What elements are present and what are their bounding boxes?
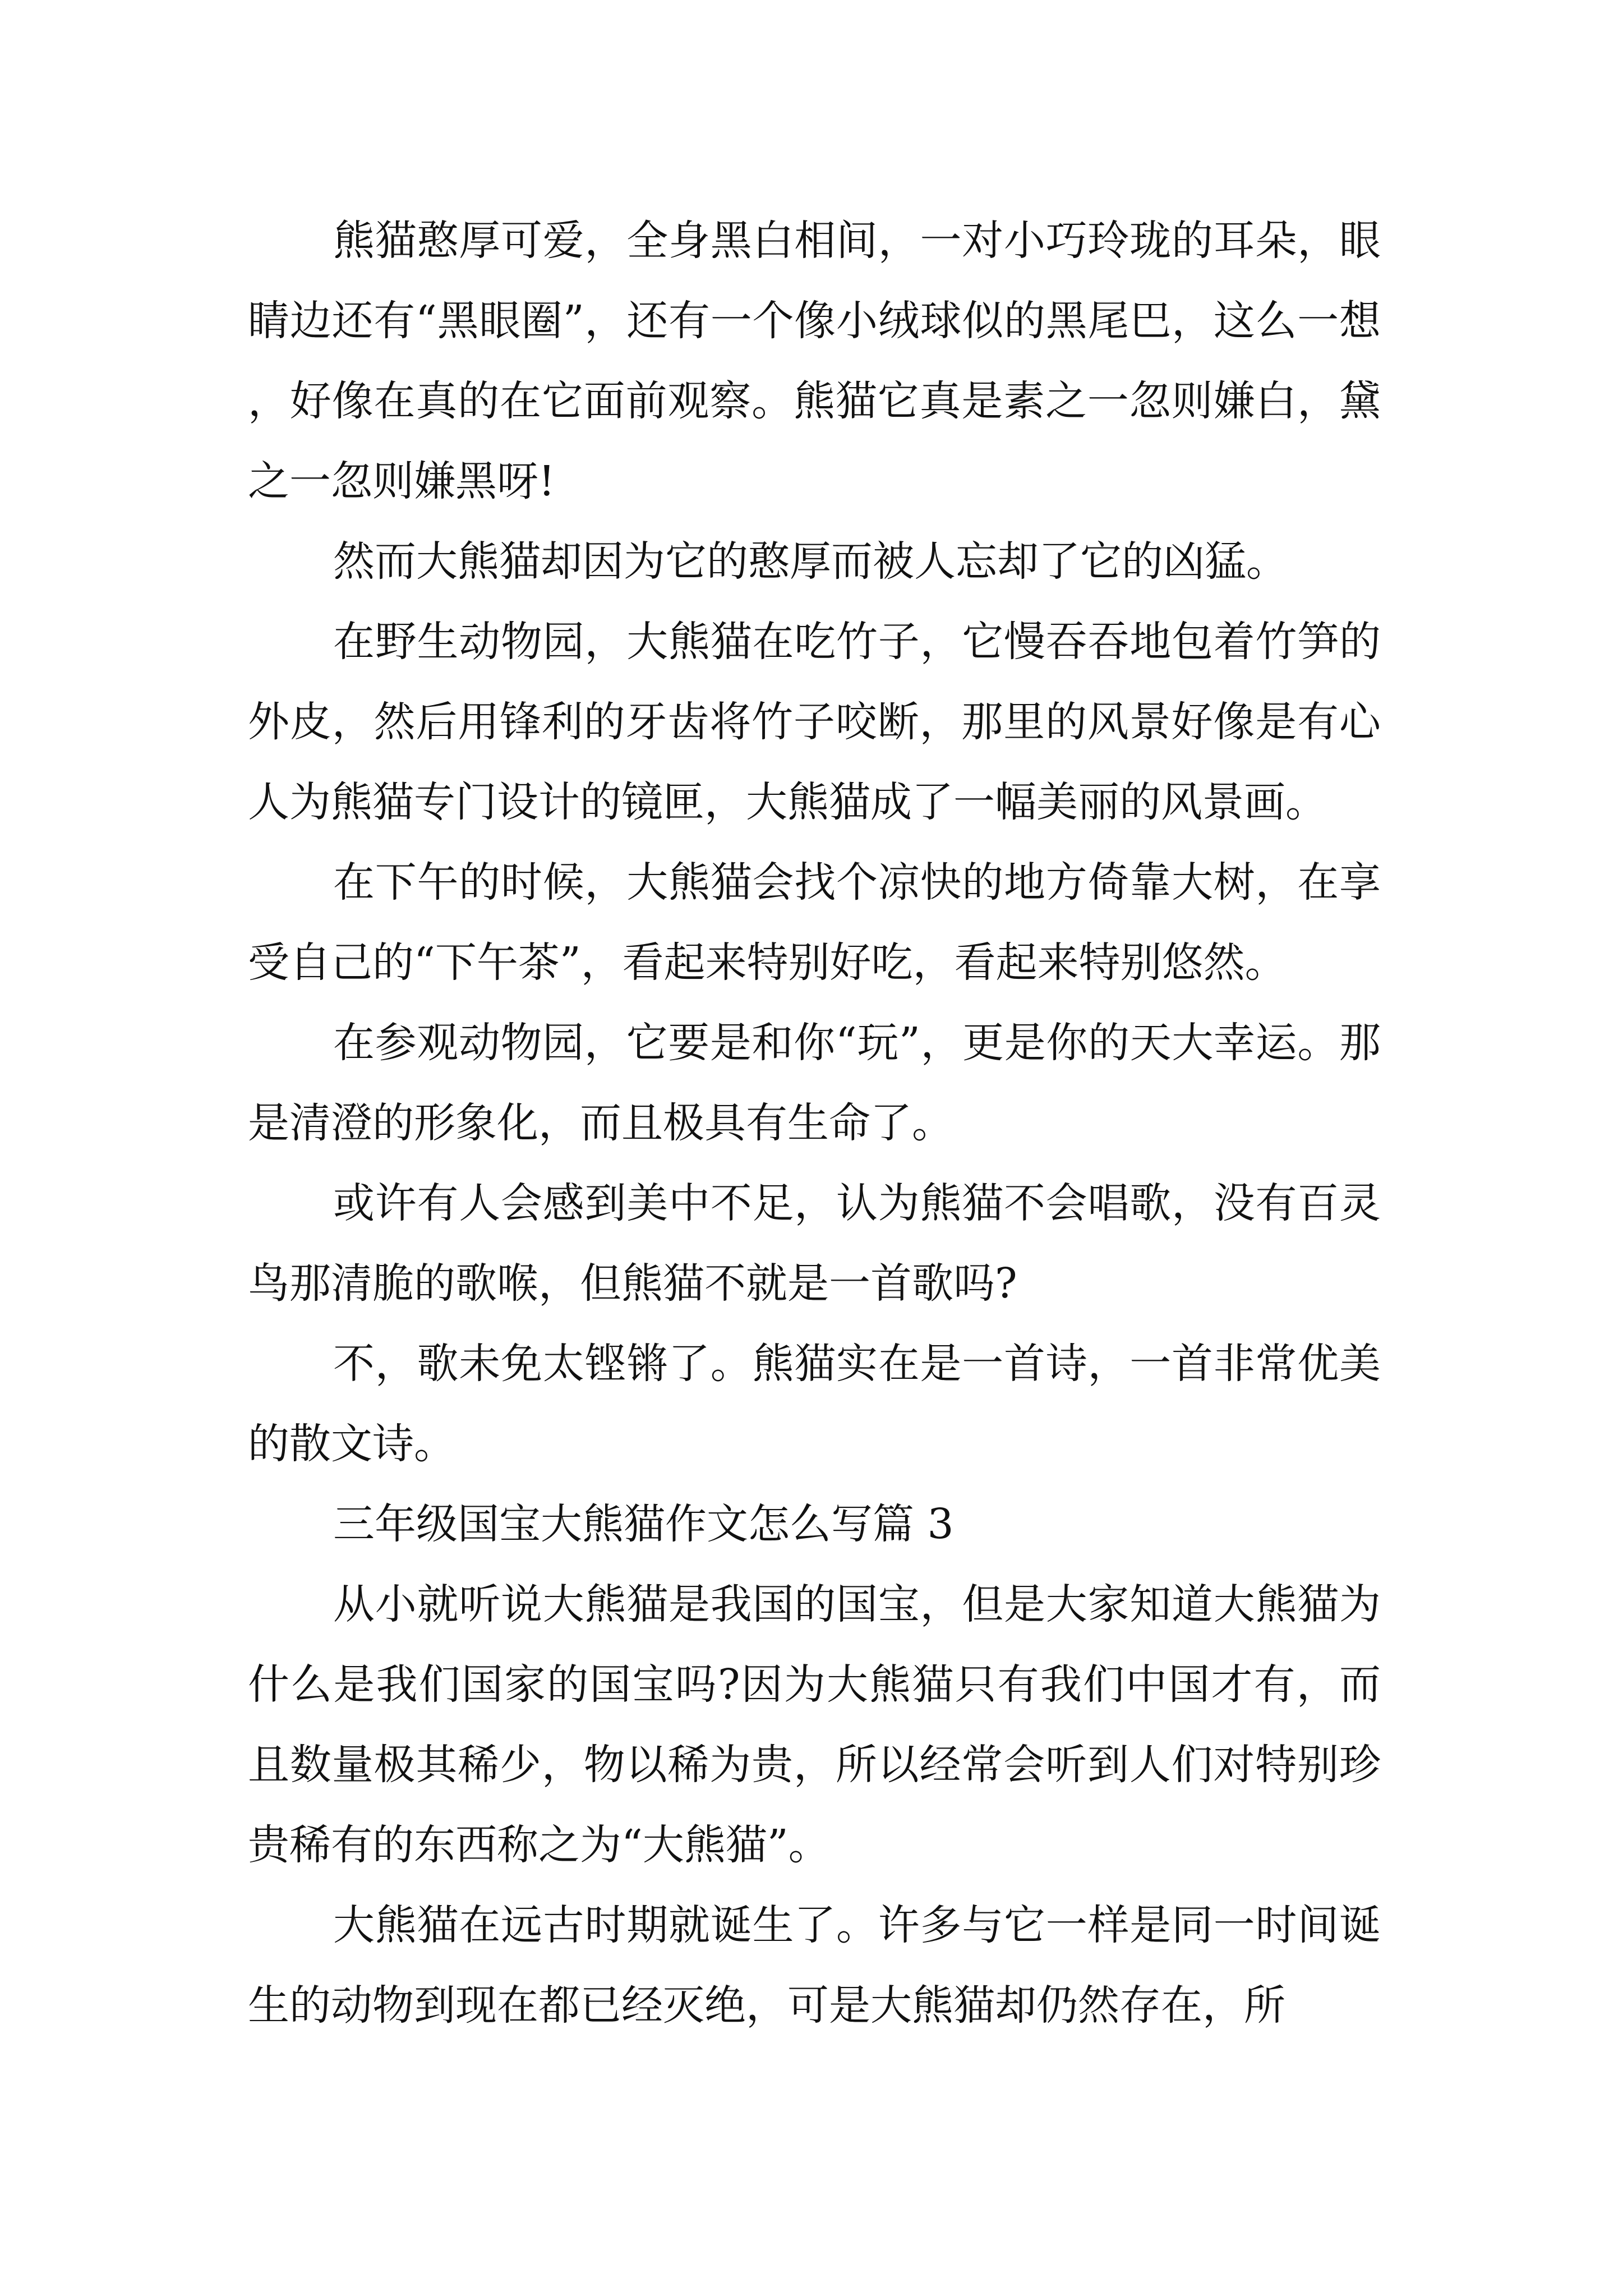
paragraph: 从小就听说大熊猫是我国的国宝，但是大家知道大熊猫为什么是我们国家的国宝吗?因为大熊猫只有我们中国才有，而且数量极其稀少，物以稀为贵，所以经常会听到人们对特别珍贵稀有的东西称之为“大熊猫”。 — [248, 1580, 1381, 1869]
paragraph: 然而大熊猫却因为它的憨厚而被人忘却了它的凶猛。 — [333, 537, 1288, 586]
essay-body — [248, 201, 1381, 2046]
section-heading: 三年级国宝大熊猫作文怎么写篇 3 — [333, 1500, 954, 1548]
paragraph: 熊猫憨厚可爱，全身黑白相间，一对小巧玲珑的耳朵，眼睛边还有“黑眼圈”，还有一个像小绒球似的黑尾巴，这么一想，好像在真的在它面前观察。熊猫它真是素之一忽则嫌白，黛之一忽则嫌黑呀! — [248, 217, 1381, 505]
paragraph: 大熊猫在远古时期就诞生了。许多与它一样是同一时间诞生的动物到现在都已经灭绝，可是大熊猫却仍然存在，所 — [248, 1901, 1381, 2030]
paragraph: 不，歌未免太铿锵了。熊猫实在是一首诗，一首非常优美的散文诗。 — [248, 1340, 1381, 1468]
paragraph: 在参观动物园，它要是和你“玩”，更是你的天大幸运。那是清澄的形象化，而且极具有生命了。 — [248, 1019, 1381, 1147]
paragraph: 或许有人会感到美中不足，认为熊猫不会唱歌，没有百灵鸟那清脆的歌喉，但熊猫不就是一首歌吗? — [248, 1179, 1381, 1308]
paragraph: 在下午的时候，大熊猫会找个凉快的地方倚靠大树，在享受自己的“下午茶”，看起来特别好吃，看起来特别悠然。 — [248, 858, 1381, 987]
paragraph: 在野生动物园，大熊猫在吃竹子，它慢吞吞地包着竹笋的外皮，然后用锋利的牙齿将竹子咬断，那里的风景好像是有心人为熊猫专门设计的镜匣，大熊猫成了一幅美丽的风景画。 — [248, 618, 1381, 826]
